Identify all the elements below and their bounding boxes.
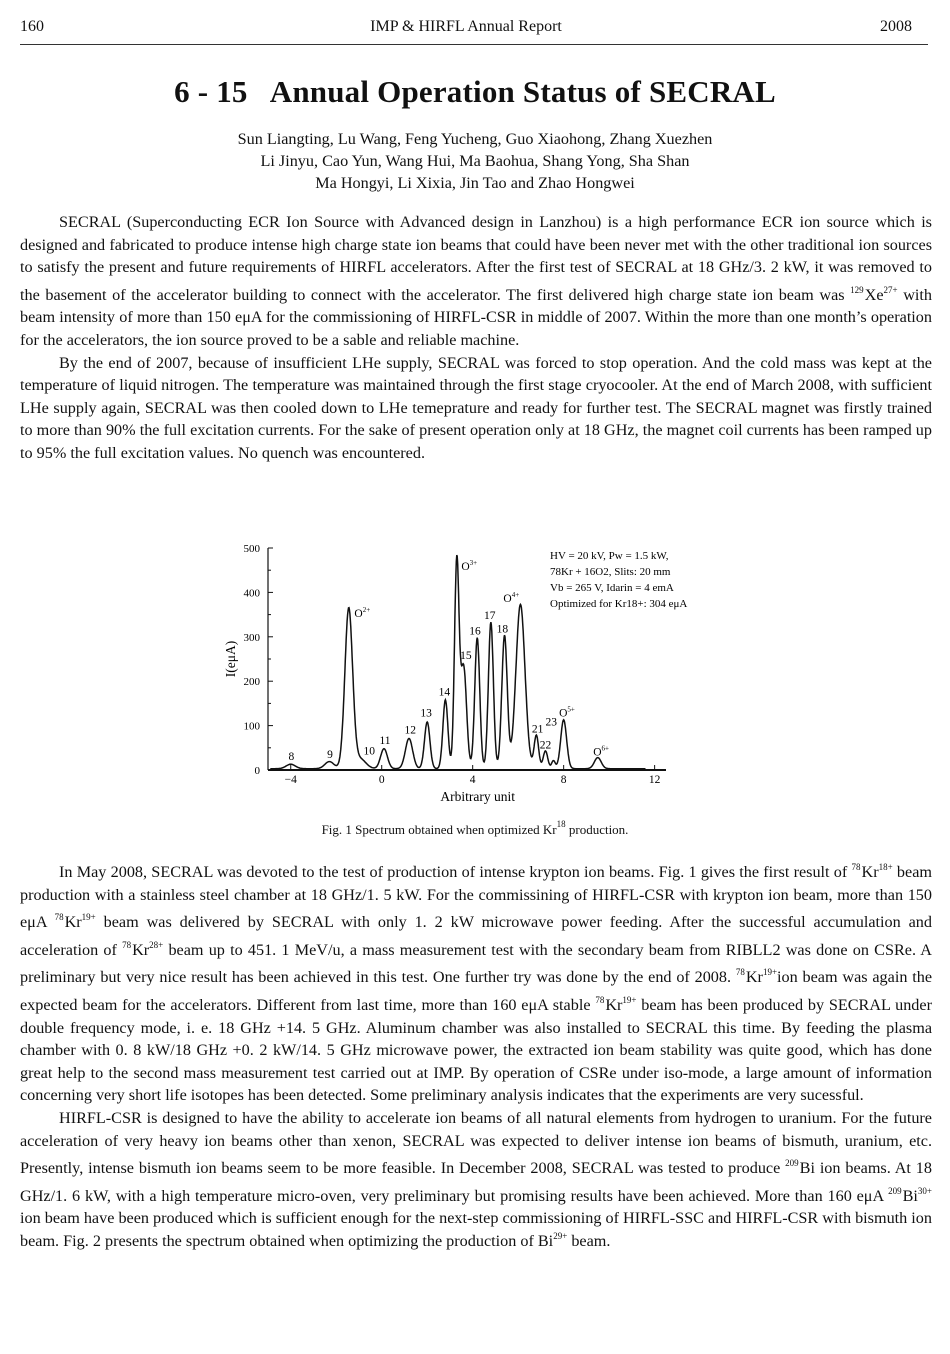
peak-label: 18 xyxy=(496,623,509,636)
header-rule xyxy=(20,44,928,45)
x-tick-label: 8 xyxy=(560,774,567,786)
y-tick-label: 0 xyxy=(254,765,260,777)
peak-label: 23 xyxy=(545,716,557,729)
peak-label: 22 xyxy=(539,739,552,752)
annotation-line: Vb = 265 V, Idarin = 4 emA xyxy=(550,582,674,594)
peak-label: 13 xyxy=(420,707,432,720)
body-section-1 xyxy=(20,211,932,465)
peak-label: $O^{5+}$ xyxy=(559,705,575,720)
peak-label: $O^{2+}$ xyxy=(354,605,371,620)
paragraph-1: SECRAL (Superconducting ECR Ion Source with Advanced design in Lanzhou) is a high performance ECR ion source which is designed and fabricated to produce intense high charge state ion beams that could have been never met with the other traditional ion sources to satisfy the present and future requirements of HIRFL accelerators. After the first test of SECRAL at 18 GHz/3. 2 kW, it was removed to the basement of the accelerator building to connect with the accelerator. The first delivered high charge state ion beam was $^{129}Xe^{27+}$ with beam intensity of more than 150 eμA for the commissioning of HIRFL-CSR in middle of 2007. Within the more than one month’s operation for the accelerators, the ion source proved to be a sable and reliable machine. xyxy=(20,213,932,349)
peak-label-charge: 3+ xyxy=(469,559,478,568)
figure-caption: Fig. 1 Spectrum obtained when optimized Kr$^{18}$ production. xyxy=(321,819,629,837)
running-header xyxy=(20,18,912,40)
author-line: Li Jinyu, Cao Yun, Wang Hui, Ma Baohua, Shang Yong, Sha Shan xyxy=(260,152,690,170)
peak-label-charge: 2+ xyxy=(362,605,371,614)
y-axis-label: I(eμA) xyxy=(223,640,238,678)
peak-label: 14 xyxy=(438,686,451,699)
y-tick-label: 400 xyxy=(243,587,260,600)
y-tick-label: 500 xyxy=(243,543,260,555)
peak-label: 8 xyxy=(288,751,295,764)
figure-1 xyxy=(200,535,720,815)
peak-label: 10 xyxy=(363,745,376,758)
peak-label: 16 xyxy=(469,625,481,638)
peak-label-charge: 5+ xyxy=(567,705,575,714)
author-line: Sun Liangting, Lu Wang, Feng Yucheng, Guo Xiaohong, Zhang Xuezhen xyxy=(237,130,713,148)
body-section-2 xyxy=(20,856,932,1253)
x-tick-label: −4 xyxy=(284,774,297,786)
y-tick-label: 200 xyxy=(243,676,260,689)
chart-annotation xyxy=(550,550,687,610)
annotation-line: 78Kr + 16O2, Slits: 20 mm xyxy=(550,566,671,578)
peak-label: $O^{6+}$ xyxy=(593,744,609,759)
paragraph-2: By the end of 2007, because of insufficient LHe supply, SECRAL was forced to stop operation. And the cold mass was kept at the temperature of liquid nitrogen. The temperature was maintained through the first stage cryocooler. At the end of March 2008, with sufficient LHe supply again, SECRAL was then cooled down to LHe temeprature and ready for further test. The SECRAL magnet was firstly trained to more than 90% the full excitation currents. For the sake of present operation only at 18 GHz, the magnet coil currents has been ramped up to 95% the full excitation values. No quench was encountered. xyxy=(20,353,932,462)
peak-label: 11 xyxy=(379,735,391,748)
peak-label: $O^{4+}$ xyxy=(503,591,520,606)
paragraph-4: HIRFL-CSR is designed to have the ability to accelerate ion beams of all natural elements from hydrogen to uranium. For the future acceleration of very heavy ion beams other than xenon, SECRAL was expected to deliver intense ion beams of bismuth, uranium, etc. Presently, intense bismuth ion beams seem to be more feasible. In December 2008, SECRAL was tested to produce $^{209}$Bi ion beams. At 18 GHz/1. 6 kW, with a high temperature micro-oven, very preliminary but promising results have been achieved. More than 160 eμA $^{209}Bi^{30+}$ ion beam have been produced which is sufficient enough for the next-step commissioning of HIRFL-SSC and HIRFL-CSR with bismuth ion beam. Fig. 2 presents the spectrum obtained when optimizing the production of $Bi^{29+}$ beam. xyxy=(20,1108,932,1250)
author-line: Ma Hongyi, Li Xixia, Jin Tao and Zhao Hongwei xyxy=(315,174,635,192)
peak-label: 21 xyxy=(531,723,544,736)
peak-label: 15 xyxy=(460,650,472,662)
peak-label-charge: 6+ xyxy=(601,744,609,753)
article-title: 6 - 15 Annual Operation Status of SECRAL xyxy=(174,74,776,109)
peak-label: $O^{3+}$ xyxy=(461,559,478,574)
annotation-line: HV = 20 kV, Pw = 1.5 kW, xyxy=(550,550,669,562)
paragraph-3: In May 2008, SECRAL was devoted to the test of production of intense krypton ion beams. Fig. 1 gives the first result of $^{78}Kr^{18+}$ beam production with a stainless steel chamber at 18 GHz/1. 5 kW. For the commissining of HIRFL-CSR with krypton ion beam, more than 150 eμA $^{78}Kr^{19+}$ beam was delivered by SECRAL with only 1. 2 kW microwave power feeding. After the successful accumulation and acceleration of $^{78}Kr^{28+}$ beam up to 451. 1 MeV/u, a mass measurement test with the secondary beam from RIBLL2 was done on CSRe. A preliminary but very nice result has been achieved in this test. One further try was done by the end of 2008. $^{78}Kr^{19+}ion$ beam was again the expected beam for the accelerators. Different from last time, more than 160 eμA stable $^{78}Kr^{19+}$ beam has been produced by SECRAL under double frequency mode, i. e. 18 GHz +14. 5 GHz. Aluminum chamber was also installed to SECRAL this time. By feeding the plasma chamber with 0. 8 kW/18 GHz +0. 2 kW/14. 5 GHz microwave power, the extracted ion beam stability was quite good, which has done great help to the second mass measurement test carried out at IMP. By operation of CSRe under iso-mode, a large amount of information concerning very short life isotopes has been detected. Some preliminary analysis indicates that the experiments are very sucessful. xyxy=(20,862,933,1105)
header-year: 2008 xyxy=(880,18,912,35)
y-tick-label: 100 xyxy=(243,720,260,733)
peak-label: 9 xyxy=(327,749,333,762)
journal-title: IMP & HIRFL Annual Report xyxy=(370,18,562,35)
x-tick-label: 12 xyxy=(648,774,661,786)
peak-label: 17 xyxy=(484,610,496,623)
annotation-line: Optimized for Kr18+: 304 eμA xyxy=(550,598,688,610)
spectrum-chart xyxy=(200,535,720,815)
peak-label: 12 xyxy=(404,724,416,737)
peak-label-charge: 4+ xyxy=(511,591,520,600)
page-number: 160 xyxy=(20,18,44,35)
author-list xyxy=(0,128,950,194)
x-tick-label: 0 xyxy=(378,774,385,786)
x-tick-label: 4 xyxy=(469,774,476,786)
x-axis-label: Arbitrary unit xyxy=(440,789,515,804)
y-tick-label: 300 xyxy=(243,631,260,644)
